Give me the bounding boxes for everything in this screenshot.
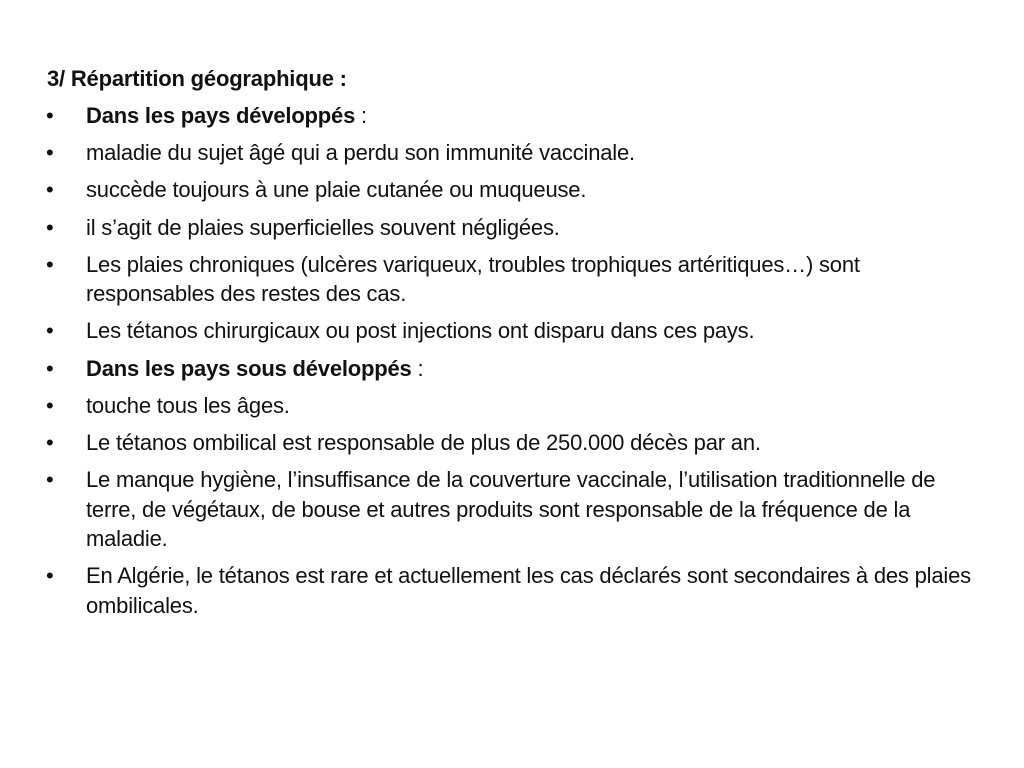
bullet-text: Le manque hygiène, l’insuffisance de la couverture vaccinale, l’utilisation traditionnelle de terre, de végétaux, de bouse et autres produits sont responsable de la fréquence de la maladie.	[86, 467, 936, 552]
bullet-icon: •	[46, 251, 54, 277]
list-item	[46, 138, 976, 168]
bullet-icon: •	[46, 563, 54, 589]
list-item	[46, 175, 976, 205]
bullet-icon: •	[46, 392, 54, 418]
list-item	[46, 428, 976, 458]
bullet-icon: •	[46, 318, 54, 344]
bullet-bold-text: Dans les pays sous développés	[86, 355, 412, 381]
list-item	[46, 391, 976, 421]
bullet-icon: •	[46, 430, 54, 455]
list-item	[46, 354, 976, 384]
bullet-icon: •	[46, 177, 54, 203]
bullet-text: Le tétanos ombilical est responsable de plus de 250.000 décès par an.	[86, 430, 761, 455]
bullet-icon: •	[46, 103, 54, 128]
bullet-icon: •	[46, 214, 54, 240]
bullet-text: :	[355, 103, 367, 128]
list-item	[46, 465, 976, 554]
list-item	[46, 250, 976, 309]
bullet-text: il s’agit de plaies superficielles souvent négligées.	[86, 214, 560, 240]
bullet-icon: •	[46, 140, 54, 166]
list-item	[46, 213, 976, 243]
bullet-text: Les tétanos chirurgicaux ou post injections ont disparu dans ces pays.	[86, 318, 755, 344]
bullet-text: maladie du sujet âgé qui a perdu son immunité vaccinale.	[86, 140, 635, 166]
bullet-icon: •	[46, 355, 54, 381]
bullet-text: touche tous les âges.	[86, 392, 290, 418]
bullet-text: En Algérie, le tétanos est rare et actuellement les cas déclarés sont secondaires à des plaies ombilicales.	[86, 563, 971, 618]
list-item	[46, 561, 976, 620]
list-item	[46, 101, 976, 131]
bullet-text: Les plaies chroniques (ulcères variqueux, troubles trophiques artéritiques…) sont responsables des restes des cas.	[86, 251, 860, 307]
bullet-text: :	[411, 355, 424, 381]
bullet-list	[46, 101, 976, 628]
bullet-text: succède toujours à une plaie cutanée ou muqueuse.	[86, 177, 587, 203]
list-item	[46, 316, 976, 346]
bullet-icon: •	[46, 467, 54, 493]
bullet-bold-text: Dans les pays développés	[86, 103, 356, 128]
slide-heading: 3/ Répartition géographique :	[47, 66, 347, 91]
